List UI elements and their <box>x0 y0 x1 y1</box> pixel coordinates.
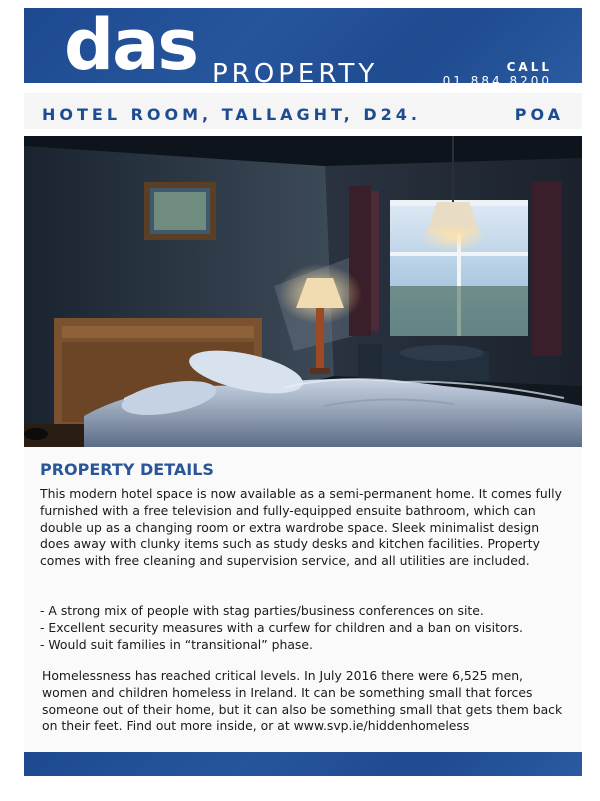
property-wordmark: PROPERTY <box>212 59 379 89</box>
features-list <box>40 603 570 653</box>
phone-number: 01 884 8200 <box>442 74 552 88</box>
feature-item: - Excellent security measures with a curfew for children and a ban on visitors. <box>40 619 523 635</box>
footer-band <box>24 752 582 776</box>
property-details-section <box>24 447 582 752</box>
homelessness-appeal: Homelessness has reached critical levels. In July 2016 there were 6,525 men, women and children homeless in Ireland. It can be something small that forces someone out of their home, but it can also be something small that gets them back on their feet. Find out more inside, or at www.svp.ie/hiddenhomeless <box>42 668 563 734</box>
feature-item: - Would suit families in “transitional” phase. <box>40 636 313 652</box>
listing-title: HOTEL ROOM, TALLAGHT, D24. <box>42 105 421 124</box>
property-description: This modern hotel space is now available as a semi-permanent home. It comes fully furnished with a free television and fully-equipped ensuite bathroom, which can double up as a changing room or extra wardrobe space. Sleek minimalist design does away with clunky items such as study desks and kitchen facilities. Property comes with free cleaning and supervision service, and all utilities are included. <box>40 486 562 569</box>
hotel-room-photo <box>24 136 582 447</box>
das-logo: das <box>64 4 198 86</box>
property-details-heading: PROPERTY DETAILS <box>40 460 214 479</box>
listing-headline <box>24 93 582 129</box>
call-label: CALL <box>506 60 552 74</box>
hotel-room-illustration <box>24 136 582 447</box>
feature-item: - A strong mix of people with stag parties/business conferences on site. <box>40 603 484 618</box>
listing-price: POA <box>514 105 564 124</box>
header-banner <box>24 4 582 89</box>
